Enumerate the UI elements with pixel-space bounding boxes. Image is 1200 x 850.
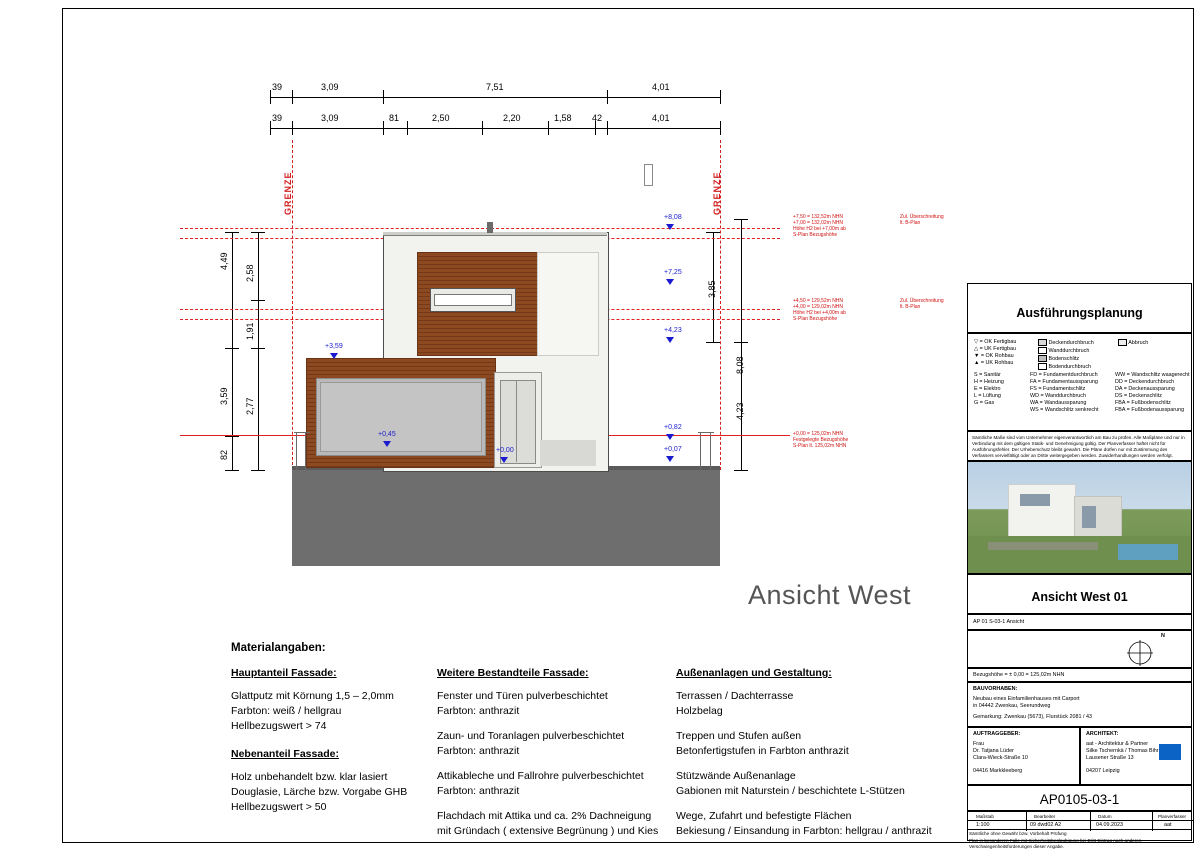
plan-type-label: Ausführungsplanung xyxy=(1016,306,1143,320)
legend-trades-right: WW = Wandschlitz waagerecht DD = Deckendurchbruch DA = Deckenaussparung DS = Deckenschlitz FBA = Fußbodenschlitz FBA = Fußbodenaussparung xyxy=(1115,372,1190,413)
architect-line1: aat - Architektur & Partner xyxy=(1086,741,1149,747)
level-marker-725: +7,25 xyxy=(664,269,682,276)
copyright-text: Sämtliche Maße sind vom Unternehmer eigenverantwortlich am Bau zu prüfen. Alle Maßpläne und nur in Verbindung mit dem gültigen Statik- und Genehmigung gültig. Der Planverfasser haftet nicht für Ausführungsfehler. Der Urheberschutz bleibt gewahrt. Die Pläne dürfen nur mit Zustimmung des Verfassers vervielfältigt oder an Dritte weitergegeben werden. Zuwiderhandlungen werden verfolgt. xyxy=(972,435,1185,458)
meta-table xyxy=(967,811,1192,830)
dim-top2-1: 3,09 xyxy=(321,113,339,123)
materials-col2-line11: mit Gründach ( extensive Begrünung ) und Kies xyxy=(437,825,659,837)
bauvorhaben-box xyxy=(967,682,1192,727)
view-title-box xyxy=(967,574,1192,614)
bauvorhaben-line1: Neubau eines Einfamilienhauses mit Carport xyxy=(973,696,1080,702)
legend-symbols: ▽ = OK Fertigbau △ = UK Fertigbau ▼ = OK Rohbau ▲ = UK Rohbau xyxy=(974,339,1017,366)
dim-left-inner-0: 2,58 xyxy=(245,264,255,282)
dim-top1-1: 3,09 xyxy=(321,82,339,92)
plan-type-box xyxy=(967,283,1192,333)
dim-top2-0: 39 xyxy=(272,113,283,123)
red-note-2-right: Zul. Überschreitung lt. B-Plan xyxy=(900,298,944,310)
level-marker-082: +0,82 xyxy=(664,424,682,431)
bauvorhaben-line3: Gemarkung: Zwenkau (5673), Flurstück 2081 / 43 xyxy=(973,714,1092,720)
red-ref-line-750 xyxy=(180,228,780,229)
render-panel-upper-right xyxy=(537,252,599,356)
bauvorhaben-lines xyxy=(968,696,1191,721)
materials-col1-line3: Hellbezugswert > 74 xyxy=(231,720,327,732)
roof-vent xyxy=(487,222,493,233)
dim-top1-0: 39 xyxy=(272,82,283,92)
drawing-ref-box xyxy=(967,614,1192,630)
architect-label: ARCHITEKT: xyxy=(1086,731,1119,737)
materials-col3-line8: Gabionen mit Naturstein / beschichtete L-Stützen xyxy=(676,785,905,797)
railing-post-4 xyxy=(710,432,711,470)
materials-col3-line1: Terrassen / Dachterrasse xyxy=(676,690,794,702)
materials-col3-line10: Wege, Zufahrt und befestigte Flächen xyxy=(676,810,852,822)
plinth-strip xyxy=(540,440,596,466)
dim-left-outer-0: 4,49 xyxy=(219,252,229,270)
legend-hatch: Deckendurchbruch Wanddurchbruch Bodenschlitz Bodendurchbruch xyxy=(1038,339,1110,371)
materials-col1-line5: Douglasie, Lärche bzw. Vorgabe GHB xyxy=(231,786,408,798)
dim-right-outer-1: 4,23 xyxy=(735,402,745,420)
reference-height-box xyxy=(967,668,1192,682)
materials-col2-head: Weitere Bestandteile Fassade: xyxy=(437,667,589,679)
meta-header-1: Bearbeiter xyxy=(1034,814,1056,819)
dim-left-outer-2: 82 xyxy=(219,449,229,460)
boundary-label-right: GRENZE xyxy=(712,171,722,215)
meta-value-2: 04.09.2023 xyxy=(1096,822,1123,828)
bauvorhaben-label: BAUVORHABEN: xyxy=(973,686,1018,692)
footer-note-1: Sämtliche ohne Gewähr bzw. Vorbehalt Prüfung xyxy=(969,831,1067,836)
dim-top2-7: 4,01 xyxy=(652,113,670,123)
materials-col3-line5: Betonfertigstufen in Farbton anthrazit xyxy=(676,745,849,757)
railing-post-3 xyxy=(700,432,701,470)
client-lines xyxy=(968,741,1079,775)
dim-right-outer-0: 8,08 xyxy=(735,356,745,374)
level-marker-359: +3,59 xyxy=(325,343,343,350)
materials-col2-line2: Farbton: anthrazit xyxy=(437,705,520,717)
materials-col1-line1: Glattputz mit Körnung 1,5 – 2,0mm xyxy=(231,690,394,702)
detail-element-top xyxy=(644,164,653,186)
materials-col2-line10: Flachdach mit Attika und ca. 2% Dachneigung xyxy=(437,810,652,822)
red-note-1-right: Zul. Überschreitung lt. B-Plan xyxy=(900,214,944,226)
view-title: Ansicht West 01 xyxy=(1031,590,1128,604)
architect-line2: Silke Tschernkä / Thomas Bihr xyxy=(1086,748,1159,754)
north-label: N xyxy=(1161,633,1165,639)
materials-col1-line6: Hellbezugswert > 50 xyxy=(231,801,327,813)
meta-value-3: aat xyxy=(1164,822,1172,828)
dim-left-outer-1: 3,59 xyxy=(219,387,229,405)
materials-col3-line4: Treppen und Stufen außen xyxy=(676,730,802,742)
red-note-3: +0,00 = 125,02m NHN Festgelegte Bezugshöhe S-Plan lt. 125,02m NHN xyxy=(793,431,849,449)
plan-number: AP0105-03-1 xyxy=(1039,792,1120,807)
north-arrow xyxy=(1118,633,1162,672)
architect-line4: 04207 Leipzig xyxy=(1086,768,1120,774)
architect-logo xyxy=(1159,744,1181,760)
materials-col1 xyxy=(231,666,407,815)
dim-left-inner-2: 2,77 xyxy=(245,397,255,415)
dim-top2-5: 1,58 xyxy=(554,113,572,123)
legend-trades-mid: FD = Fundamentdurchbruch FA = Fundamentaussparung FS = Fundamentschlitz WD = Wanddurchbruch WA = Wandaussparung WS = Wandschlitz senkrecht xyxy=(1030,372,1099,413)
architect-line3: Lausener Straße 13 xyxy=(1086,755,1134,761)
dim-left-inner-1: 1,91 xyxy=(245,322,255,340)
level-marker-045: +0,45 xyxy=(378,431,396,438)
railing-rail xyxy=(294,432,310,433)
meta-header-3: Planverfasser xyxy=(1158,814,1187,819)
level-marker-000: +0,00 xyxy=(496,447,514,454)
architect-box xyxy=(1080,727,1192,785)
meta-header-2: Datum xyxy=(1098,814,1112,819)
bauvorhaben-line2: in 04442 Zwenkau, Seerundweg xyxy=(973,703,1051,709)
railing-rail-2 xyxy=(698,432,714,433)
client-box xyxy=(967,727,1080,785)
reference-height: Bezugshöhe = ± 0,00 = 125,02m NHN xyxy=(973,672,1065,678)
attika-band xyxy=(383,232,607,236)
materials-heading: Materialangaben: xyxy=(231,642,326,654)
materials-col2-line5: Farbton: anthrazit xyxy=(437,745,520,757)
dim-top2-2: 81 xyxy=(389,113,400,123)
railing-post-2 xyxy=(305,432,306,470)
materials-col2-line7: Attikableche und Fallrohre pulverbeschichtet xyxy=(437,770,644,782)
red-note-1: +7,50 = 132,52m NHN +7,00 = 132,02m NHN Höhe H2 bei +7,00m ab S-Plan Bezugshöhe xyxy=(793,214,846,238)
materials-col1-head1: Hauptanteil Fassade: xyxy=(231,667,337,679)
meta-header-0: Maßstab xyxy=(976,814,994,819)
footer-note-2: Plan in besonderen Falle mit Sicherheitsbeglaubigung bei Dritt-Eintrag nach anderen Verschwiegenheitsforderungen dieser Angabe. xyxy=(969,838,1142,849)
level-marker-007: +0,07 xyxy=(664,446,682,453)
materials-col2-line8: Farbton: anthrazit xyxy=(437,785,520,797)
client-line1: Frau xyxy=(973,741,985,747)
client-line2: Dr. Tatjana Lüder xyxy=(973,748,1014,754)
north-arrow-box xyxy=(967,630,1192,668)
red-note-2: +4,50 = 129,52m NHN +4,00 = 129,02m NHN Höhe H2 bei +4,00m ab S-Plan Bezugshöhe xyxy=(793,298,846,322)
materials-col2-line4: Zaun- und Toranlagen pulverbeschichtet xyxy=(437,730,625,742)
dim-top2-4: 2,20 xyxy=(503,113,521,123)
client-line4: 04416 Markkleeberg xyxy=(973,768,1023,774)
dim-top2-3: 2,50 xyxy=(432,113,450,123)
window-upper-glass xyxy=(434,294,512,306)
materials-col2 xyxy=(437,666,658,839)
main-view-title: Ansicht West xyxy=(748,580,912,610)
drawing-ref: AP 01 S-03-1 Ansicht xyxy=(973,619,1025,625)
materials-col1-line2: Farbton: weiß / hellgrau xyxy=(231,705,342,717)
meta-value-1: 09 dwd02 A2 xyxy=(1030,822,1062,828)
client-label: AUFTRAGGEBER: xyxy=(973,731,1021,737)
level-marker-423: +4,23 xyxy=(664,327,682,334)
railing-post-1 xyxy=(296,432,297,470)
materials-col3-head: Außenanlagen und Gestaltung: xyxy=(676,667,832,679)
materials-col1-line4: Holz unbehandelt bzw. klar lasiert xyxy=(231,771,388,783)
legend-trades-left: S = Sanitär H = Heizung E = Elektro L = Lüftung G = Gas xyxy=(974,372,1004,406)
meta-value-0: 1:100 xyxy=(976,822,990,828)
materials-col1-head2: Nebenanteil Fassade: xyxy=(231,748,339,760)
rendering-photo xyxy=(967,461,1192,574)
dim-top2-6: 42 xyxy=(592,113,603,123)
materials-col3-line7: Stützwände Außenanlage xyxy=(676,770,796,782)
garage-door-panel xyxy=(320,382,482,452)
dim-top1-2: 7,51 xyxy=(486,82,504,92)
dim-top1-3: 4,01 xyxy=(652,82,670,92)
boundary-label-left: GRENZE xyxy=(283,171,293,215)
materials-col3-line11: Bekiesung / Einsandung in Farbton: hellgrau / anthrazit xyxy=(676,825,932,837)
level-marker-808: +8,08 xyxy=(664,214,682,221)
legend-box xyxy=(967,333,1192,431)
dim-right-inner-0: 3,85 xyxy=(707,280,717,298)
copyright-box xyxy=(967,431,1192,461)
materials-col3-line2: Holzbelag xyxy=(676,705,723,717)
client-line3: Clara-Wieck-Straße 10 xyxy=(973,755,1028,761)
plan-number-box xyxy=(967,785,1192,811)
entrance-door-mullion xyxy=(516,380,517,462)
materials-col3 xyxy=(676,666,932,839)
materials-col2-line1: Fenster und Türen pulverbeschichtet xyxy=(437,690,608,702)
legend-abbruch: Abbruch xyxy=(1118,339,1148,347)
terrain-block xyxy=(292,470,720,566)
